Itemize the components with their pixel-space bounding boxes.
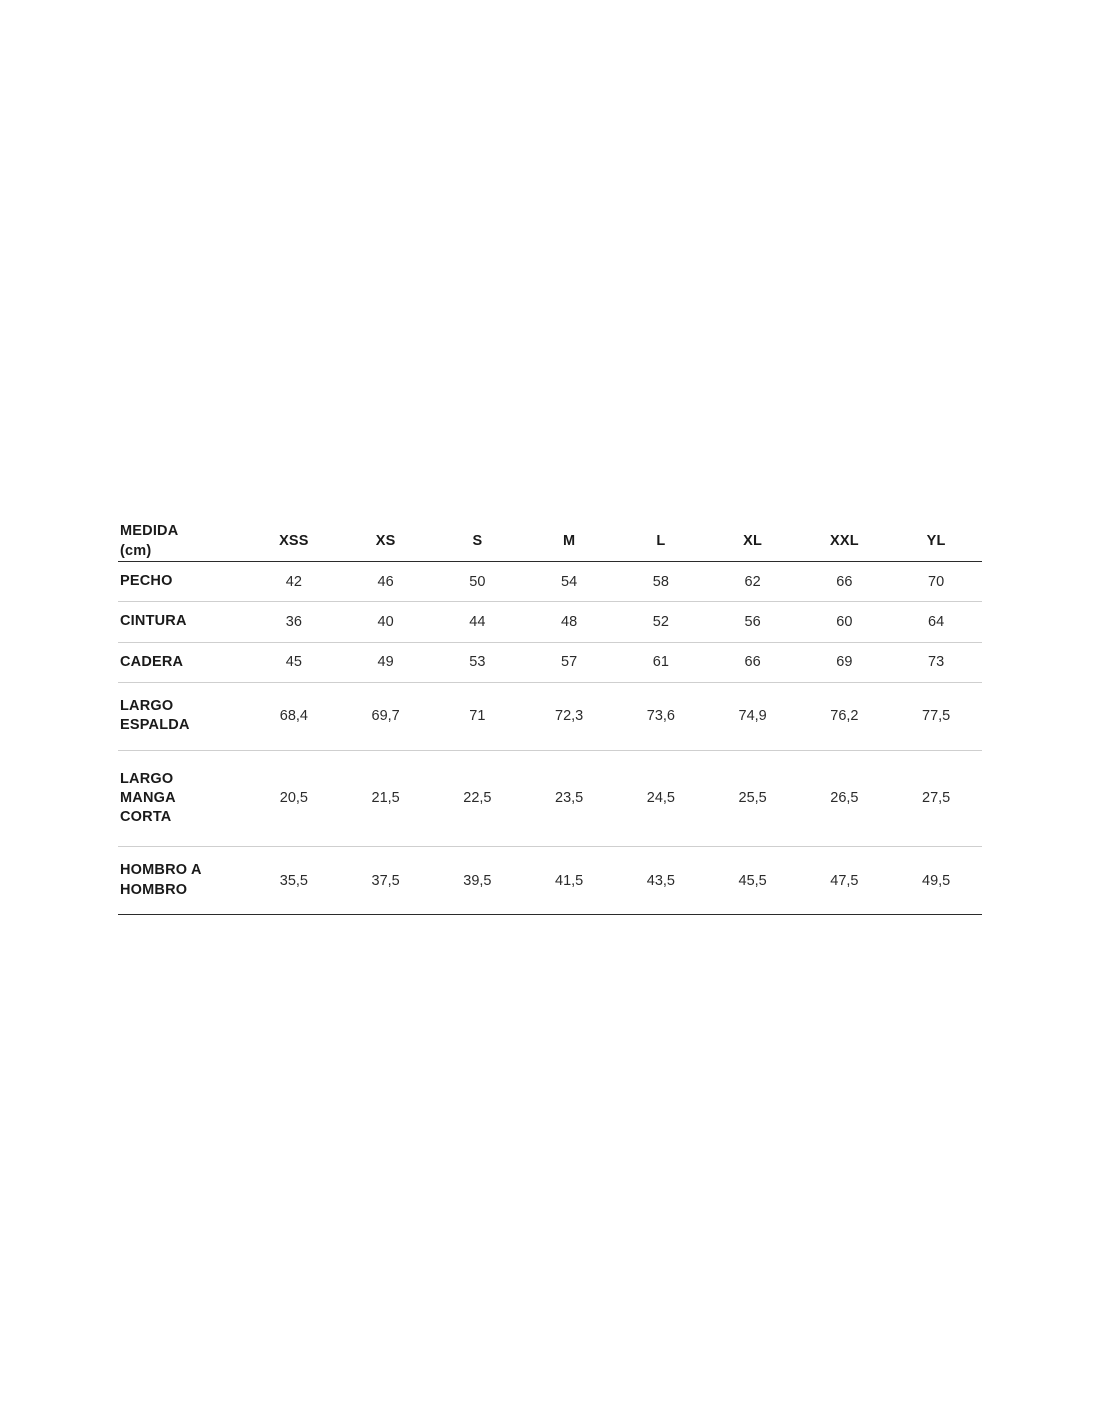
cell-hombro-a-hombro-m: 41,5 <box>523 847 615 915</box>
table-row <box>118 847 982 915</box>
table-row <box>118 750 982 847</box>
measure-header-line-2: (cm) <box>120 542 152 559</box>
cell-cadera-xl: 66 <box>707 642 799 682</box>
column-header-s: S <box>432 522 524 562</box>
cell-hombro-a-hombro-xxl: 47,5 <box>799 847 891 915</box>
row-label-cadera <box>118 642 248 682</box>
cell-cadera-yl: 73 <box>890 642 982 682</box>
column-header-xss: XSS <box>248 522 340 562</box>
cell-largo-espalda-s: 71 <box>432 682 524 750</box>
cell-largo-manga-corta-xs: 21,5 <box>340 750 432 847</box>
column-header-xs: XS <box>340 522 432 562</box>
row-label-pecho <box>118 562 248 602</box>
row-label-line: ESPALDA <box>120 717 190 734</box>
table-row <box>118 682 982 750</box>
cell-hombro-a-hombro-xss: 35,5 <box>248 847 340 915</box>
cell-cadera-xss: 45 <box>248 642 340 682</box>
cell-largo-espalda-xl: 74,9 <box>707 682 799 750</box>
row-label-line: LARGO <box>120 697 174 714</box>
table-row <box>118 562 982 602</box>
column-header-xl: XL <box>707 522 799 562</box>
column-header-yl: YL <box>890 522 982 562</box>
row-label-line: MANGA <box>120 789 176 806</box>
cell-pecho-xxl: 66 <box>799 562 891 602</box>
cell-cadera-s: 53 <box>432 642 524 682</box>
row-label-line: CORTA <box>120 809 172 826</box>
row-label-line: CADERA <box>120 653 184 670</box>
cell-cadera-xs: 49 <box>340 642 432 682</box>
cell-hombro-a-hombro-xs: 37,5 <box>340 847 432 915</box>
size-chart-table <box>118 522 982 915</box>
cell-cadera-xxl: 69 <box>799 642 891 682</box>
cell-cintura-m: 48 <box>523 602 615 642</box>
cell-hombro-a-hombro-xl: 45,5 <box>707 847 799 915</box>
cell-pecho-xs: 46 <box>340 562 432 602</box>
column-header-l: L <box>615 522 707 562</box>
cell-largo-espalda-yl: 77,5 <box>890 682 982 750</box>
cell-hombro-a-hombro-yl: 49,5 <box>890 847 982 915</box>
cell-largo-manga-corta-xxl: 26,5 <box>799 750 891 847</box>
cell-cintura-xss: 36 <box>248 602 340 642</box>
row-label-line: HOMBRO <box>120 881 188 898</box>
cell-cintura-xxl: 60 <box>799 602 891 642</box>
cell-largo-manga-corta-l: 24,5 <box>615 750 707 847</box>
cell-hombro-a-hombro-l: 43,5 <box>615 847 707 915</box>
row-label-line: PECHO <box>120 573 173 590</box>
cell-pecho-xss: 42 <box>248 562 340 602</box>
row-label-cintura <box>118 602 248 642</box>
cell-largo-espalda-l: 73,6 <box>615 682 707 750</box>
cell-pecho-m: 54 <box>523 562 615 602</box>
cell-cintura-yl: 64 <box>890 602 982 642</box>
cell-largo-espalda-xs: 69,7 <box>340 682 432 750</box>
cell-largo-manga-corta-s: 22,5 <box>432 750 524 847</box>
column-header-m: M <box>523 522 615 562</box>
cell-largo-manga-corta-yl: 27,5 <box>890 750 982 847</box>
cell-cadera-l: 61 <box>615 642 707 682</box>
cell-cintura-xs: 40 <box>340 602 432 642</box>
cell-largo-manga-corta-m: 23,5 <box>523 750 615 847</box>
column-header-xxl: XXL <box>799 522 891 562</box>
measure-header-line-1: MEDIDA <box>120 523 179 539</box>
cell-cintura-xl: 56 <box>707 602 799 642</box>
cell-largo-manga-corta-xss: 20,5 <box>248 750 340 847</box>
table-body <box>118 562 982 915</box>
header-row <box>118 522 982 562</box>
row-label-line: HOMBRO A <box>120 862 202 879</box>
cell-pecho-l: 58 <box>615 562 707 602</box>
column-header-measure <box>118 522 248 562</box>
cell-largo-espalda-xxl: 76,2 <box>799 682 891 750</box>
size-chart-container <box>118 522 982 915</box>
cell-pecho-yl: 70 <box>890 562 982 602</box>
table-row <box>118 642 982 682</box>
cell-pecho-s: 50 <box>432 562 524 602</box>
row-label-line: CINTURA <box>120 613 187 630</box>
row-label-largo-manga-corta <box>118 750 248 847</box>
cell-cintura-s: 44 <box>432 602 524 642</box>
row-label-hombro-a-hombro <box>118 847 248 915</box>
cell-largo-espalda-xss: 68,4 <box>248 682 340 750</box>
cell-pecho-xl: 62 <box>707 562 799 602</box>
cell-hombro-a-hombro-s: 39,5 <box>432 847 524 915</box>
row-label-line: LARGO <box>120 770 174 787</box>
cell-largo-espalda-m: 72,3 <box>523 682 615 750</box>
cell-largo-manga-corta-xl: 25,5 <box>707 750 799 847</box>
row-label-largo-espalda <box>118 682 248 750</box>
cell-cadera-m: 57 <box>523 642 615 682</box>
table-header <box>118 522 982 562</box>
table-row <box>118 602 982 642</box>
cell-cintura-l: 52 <box>615 602 707 642</box>
